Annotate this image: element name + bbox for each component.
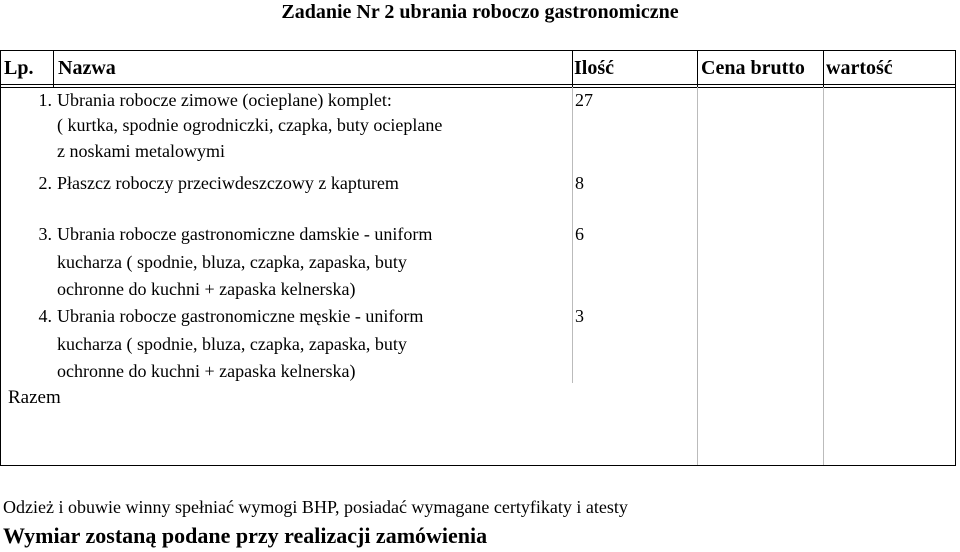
row-3-qty: 6 (575, 224, 584, 244)
header-cena-brutto: Cena brutto (701, 57, 805, 79)
table-right-border (955, 50, 956, 465)
row-4-lp: 4. (38, 306, 52, 326)
body-divider-wartosc (823, 87, 824, 465)
row-2-name-line-1: Płaszcz roboczy przeciwdeszczowy z kapturem (57, 173, 399, 193)
row-1-name-line-1: Ubrania robocze zimowe (ocieplane) komplet: (57, 90, 392, 110)
row-1-name-line-3: z noskami metalowymi (57, 141, 225, 161)
col-divider-cena (823, 50, 824, 87)
table-header-bottom-border (0, 84, 956, 85)
row-4-qty: 3 (575, 306, 584, 326)
total-label: Razem (8, 387, 61, 408)
table-top-border (0, 50, 956, 51)
bhp-note: Odzież i obuwie winny spełniać wymogi BHP, posiadać wymagane certyfikaty i atesty (3, 497, 628, 517)
dimensions-note: Wymiar zostaną podane przy realizacji zamówienia (3, 523, 488, 548)
row-1-qty: 27 (575, 90, 593, 110)
header-lp: Lp. (4, 57, 34, 79)
row-4-name-line-1: Ubrania robocze gastronomiczne męskie - uniform (57, 306, 424, 326)
body-divider-ilosc (572, 87, 573, 382)
table-left-border (0, 50, 1, 465)
table-bottom-border (0, 465, 956, 466)
row-4-name-line-2: kucharza ( spodnie, bluza, czapka, zapaska, buty (57, 334, 407, 354)
row-3-name-line-3: ochronne do kuchni + zapaska kelnerska) (57, 279, 356, 299)
body-divider-cena (697, 87, 698, 465)
row-1-name-line-2: ( kurtka, spodnie ogrodniczki, czapka, buty ocieplane (57, 115, 443, 135)
row-1-lp: 1. (38, 90, 52, 110)
row-3-lp: 3. (38, 224, 52, 244)
row-3-name-line-2: kucharza ( spodnie, bluza, czapka, zapaska, buty (57, 252, 407, 272)
document-title: Zadanie Nr 2 ubrania roboczo gastronomiczne (281, 1, 679, 23)
col-divider-nazwa (572, 50, 573, 87)
header-wartosc: wartość (826, 57, 893, 79)
col-divider-ilosc (697, 50, 698, 87)
row-3-name-line-1: Ubrania robocze gastronomiczne damskie - uniform (57, 224, 433, 244)
row-2-qty: 8 (575, 173, 584, 193)
header-nazwa: Nazwa (58, 57, 116, 79)
row-2-lp: 2. (38, 173, 52, 193)
razem-row-top-line (572, 382, 573, 383)
header-ilosc: Ilość (574, 57, 614, 79)
col-divider-lp (53, 50, 54, 87)
row-4-name-line-3: ochronne do kuchni + zapaska kelnerska) (57, 361, 356, 381)
